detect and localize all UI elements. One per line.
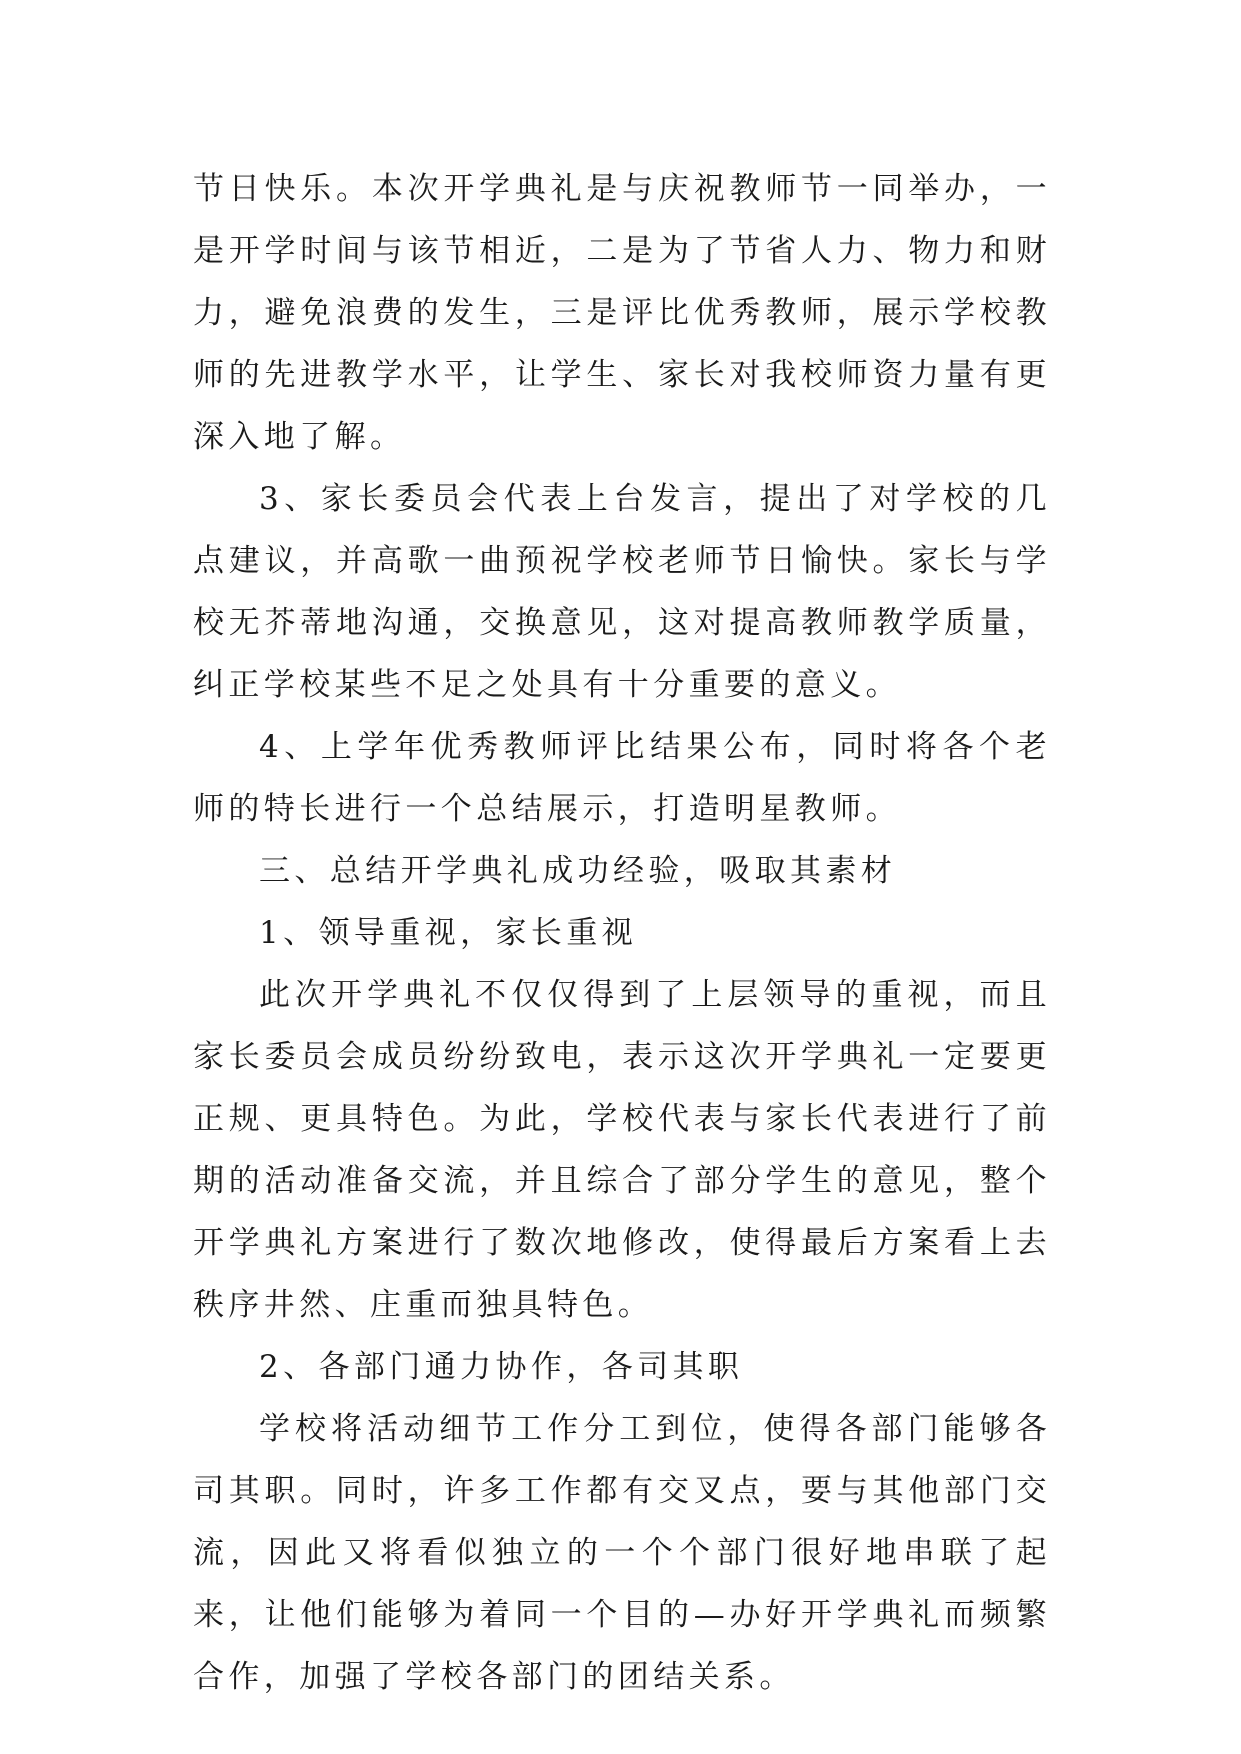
document-body bbox=[193, 158, 1051, 1708]
subheading-department-cooperation: 2、各部门通力协作，各司其职 bbox=[259, 1349, 744, 1385]
subheading-leadership-attention: 1、领导重视，家长重视 bbox=[259, 915, 638, 951]
paragraph-holiday-greeting: 节日快乐。本次开学典礼是与庆祝教师节一同举办，一是开学时间与该节相近，二是为了节省人力、物力和财力，避免浪费的发生，三是评比优秀教师，展示学校教师的先进教学水平，让学生、家长对我校师资力量有更深入地了解。 bbox=[193, 171, 1051, 455]
paragraph-department-cooperation: 学校将活动细节工作分工到位，使得各部门能够各司其职。同时，许多工作都有交叉点，要与其他部门交流，因此又将看似独立的一个个部门很好地串联了起来，让他们能够为着同一个目的—办好开学典礼而频繁合作，加强了学校各部门的团结关系。 bbox=[193, 1411, 1051, 1695]
paragraph-teacher-awards: 4、上学年优秀教师评比结果公布，同时将各个老师的特长进行一个总结展示，打造明星教师。 bbox=[193, 729, 1051, 827]
section-heading-summary: 三、总结开学典礼成功经验，吸取其素材 bbox=[259, 853, 897, 889]
paragraph-leadership-attention: 此次开学典礼不仅仅得到了上层领导的重视，而且家长委员会成员纷纷致电，表示这次开学典礼一定要更正规、更具特色。为此，学校代表与家长代表进行了前期的活动准备交流，并且综合了部分学生的意见，整个开学典礼方案进行了数次地修改，使得最后方案看上去秩序井然、庄重而独具特色。 bbox=[193, 977, 1051, 1323]
paragraph-parent-committee-speech: 3、家长委员会代表上台发言，提出了对学校的几点建议，并高歌一曲预祝学校老师节日愉快。家长与学校无芥蒂地沟通，交换意见，这对提高教师教学质量，纠正学校某些不足之处具有十分重要的意义。 bbox=[193, 481, 1051, 703]
